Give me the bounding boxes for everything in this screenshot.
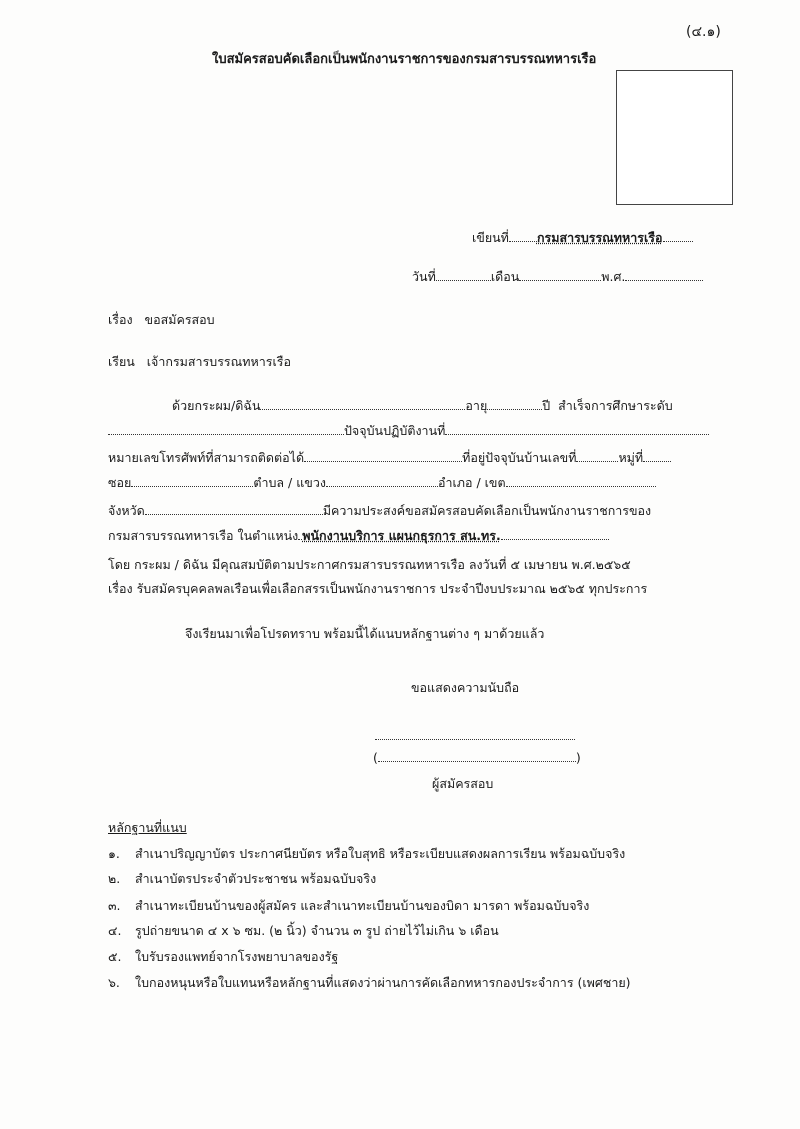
attachment-item bbox=[108, 923, 499, 939]
written-at-field bbox=[472, 229, 693, 246]
item-number: ๒. bbox=[108, 871, 121, 886]
position-label: กรมสารบรรณทหารเรือ ในตำแหน่ง bbox=[108, 528, 299, 543]
soi-field[interactable] bbox=[131, 474, 253, 487]
attachment-item bbox=[108, 975, 631, 991]
tambon-field[interactable] bbox=[326, 474, 438, 487]
addressee-line bbox=[108, 354, 291, 370]
province-field[interactable] bbox=[145, 502, 323, 515]
education-field[interactable] bbox=[108, 422, 344, 435]
item-number: ๖. bbox=[108, 975, 120, 990]
open-paren: ( bbox=[373, 750, 378, 765]
year-label: พ.ศ. bbox=[601, 269, 626, 284]
position-value[interactable]: พนักงานบริการ แผนกธุรการ สน.ทร. bbox=[302, 528, 501, 543]
age-label: อายุ bbox=[465, 398, 488, 413]
attachment-item bbox=[108, 846, 625, 862]
item-text: ใบรับรองแพทย์จากโรงพยาบาลของรัฐ bbox=[135, 949, 339, 964]
body-line-5 bbox=[108, 502, 651, 519]
addressee-value: เจ้ากรมสารบรรณทหารเรือ bbox=[146, 354, 291, 369]
year-unit: ปี bbox=[542, 398, 551, 413]
work-label: ปัจจุบันปฏิบัติงานที่ bbox=[344, 423, 446, 438]
item-text: สำเนาทะเบียนบ้านของผู้สมัคร และสำเนาทะเบียนบ้านของบิดา มารดา พร้อมฉบับจริง bbox=[135, 898, 590, 913]
body-line-4 bbox=[108, 474, 656, 491]
item-text: รูปถ่ายขนาด ๔ x ๖ ซม. (๒ นิ้ว) จำนวน ๓ รูป ถ่ายไว้ไม่เกิน ๖ เดือน bbox=[135, 923, 499, 938]
regards-text: ขอแสดงความนับถือ bbox=[411, 680, 520, 695]
date-line bbox=[412, 268, 703, 285]
photo-box bbox=[616, 70, 733, 205]
age-field[interactable] bbox=[487, 397, 542, 410]
year-field[interactable] bbox=[625, 268, 703, 281]
soi-label: ซอย bbox=[108, 475, 132, 490]
closing-request: จึงเรียนมาเพื่อโปรดทราบ พร้อมนี้ได้แนบหลักฐานต่าง ๆ มาด้วยแล้ว bbox=[185, 626, 545, 641]
item-number: ๑. bbox=[108, 846, 120, 861]
subject-label: เรื่อง bbox=[108, 312, 133, 327]
item-number: ๓. bbox=[108, 898, 121, 913]
day-field[interactable] bbox=[436, 268, 491, 281]
subject-value: ขอสมัครสอบ bbox=[144, 312, 215, 327]
subject-line bbox=[108, 312, 215, 328]
addressee-label: เรียน bbox=[108, 354, 135, 369]
house-field[interactable] bbox=[576, 449, 618, 462]
month-field[interactable] bbox=[519, 268, 601, 281]
name-label: ด้วยกระผม/ดิฉัน bbox=[172, 398, 261, 413]
province-label: จังหวัด bbox=[108, 503, 145, 518]
item-number: ๔. bbox=[108, 923, 122, 938]
day-label: วันที่ bbox=[412, 269, 436, 284]
attachment-item bbox=[108, 871, 376, 887]
close-paren: ) bbox=[575, 750, 581, 765]
tambon-label: ตำบล / แขวง bbox=[253, 475, 326, 490]
body-line-2 bbox=[108, 422, 709, 439]
form-number: (๔.๑) bbox=[686, 24, 721, 40]
item-text: สำเนาบัตรประจำตัวประชาชน พร้อมฉบับจริง bbox=[135, 871, 377, 886]
house-label: ที่อยู่ปัจจุบันบ้านเลขที่ bbox=[462, 450, 577, 465]
printed-name-line[interactable] bbox=[373, 749, 581, 766]
written-at-value[interactable]: กรมสารบรรณทหารเรือ bbox=[536, 230, 663, 245]
phone-label: หมายเลขโทรศัพท์ที่สามารถติดต่อได้ bbox=[108, 450, 305, 465]
name-field[interactable] bbox=[260, 397, 465, 410]
intent-text: มีความประสงค์ขอสมัครสอบคัดเลือกเป็นพนักงานราชการของ bbox=[322, 503, 652, 518]
moo-field[interactable] bbox=[643, 449, 671, 462]
attachment-item bbox=[108, 949, 338, 965]
body-line-6 bbox=[108, 527, 609, 544]
work-field[interactable] bbox=[445, 422, 709, 435]
signature-line[interactable] bbox=[375, 727, 575, 744]
form-title: ใบสมัครสอบคัดเลือกเป็นพนักงานราชการของกรมสารบรรณทหารเรือ bbox=[212, 52, 597, 67]
body-line-7: โดย กระผม / ดิฉัน มีคุณสมบัติตามประกาศกรมสารบรรณทหารเรือ ลงวันที่ ๕ เมษายน พ.ศ.๒๕๖๕ bbox=[108, 557, 631, 572]
body-line-3 bbox=[108, 449, 671, 466]
body-line-1 bbox=[172, 397, 673, 414]
attachments-heading: หลักฐานที่แนบ bbox=[108, 820, 187, 835]
education-label: สำเร็จการศึกษาระดับ bbox=[558, 398, 673, 413]
body-line-8: เรื่อง รับสมัครบุคคลพลเรือนเพื่อเลือกสรรเป็นพนักงานราชการ ประจำปีงบประมาณ ๒๕๖๕ ทุกประการ bbox=[108, 581, 648, 596]
item-text: ใบกองหนุนหรือใบแทนหรือหลักฐานที่แสดงว่าผ่านการคัดเลือกทหารกองประจำการ (เพศชาย) bbox=[135, 975, 631, 990]
phone-field[interactable] bbox=[304, 449, 462, 462]
item-text: สำเนาปริญญาบัตร ประกาศนียบัตร หรือใบสุทธิ หรือระเบียบแสดงผลการเรียน พร้อมฉบับจริง bbox=[135, 846, 626, 861]
attachment-item bbox=[108, 898, 589, 914]
written-at-label: เขียนที่ bbox=[472, 230, 509, 245]
month-label: เดือน bbox=[490, 269, 520, 284]
amphoe-label: อำเภอ / เขต bbox=[437, 475, 506, 490]
amphoe-field[interactable] bbox=[506, 474, 656, 487]
moo-label: หมู่ที่ bbox=[618, 450, 644, 465]
item-number: ๕. bbox=[108, 949, 122, 964]
signer-role: ผู้สมัครสอบ bbox=[432, 776, 494, 791]
